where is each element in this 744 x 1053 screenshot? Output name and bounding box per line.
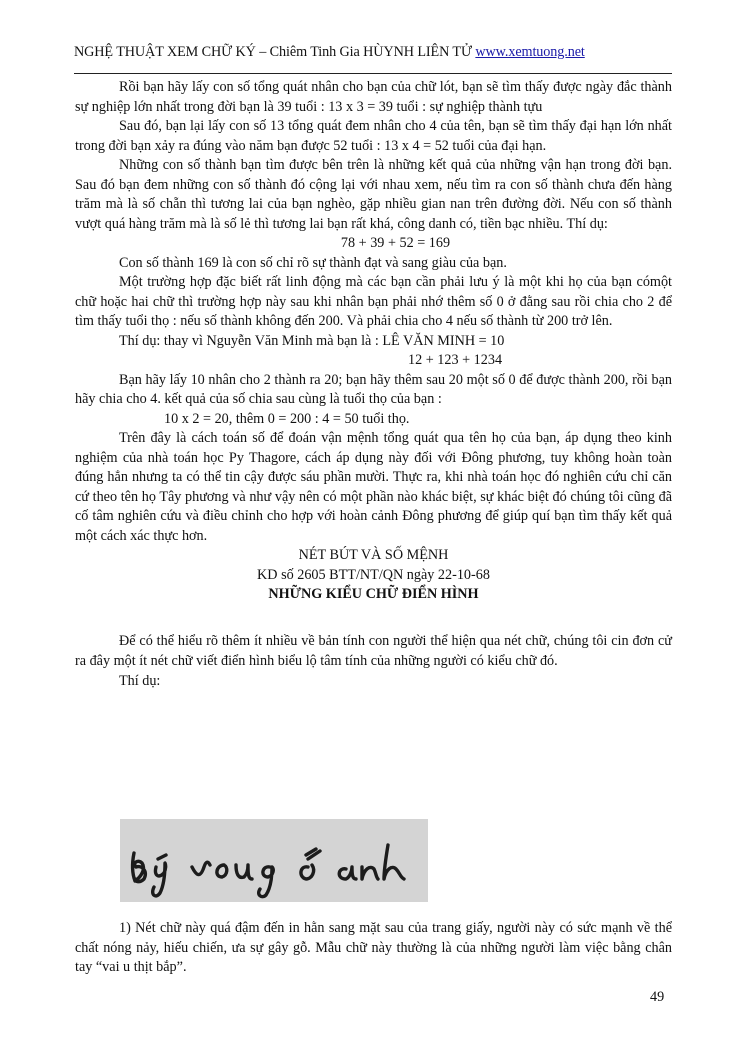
handwriting-sample-svg: [120, 819, 428, 902]
license-line: KD số 2605 BTT/NT/QN ngày 22-10-68: [257, 566, 490, 583]
example-name-line: Thí dụ: thay vì Nguyễn Văn Minh mà bạn là : LÊ VĂN MINH = 10: [119, 332, 505, 349]
paragraph-9: [75, 919, 672, 978]
paragraph-6: Bạn hãy lấy 10 nhân cho 2 thành ra 20; bạn hãy thêm sau 20 một số 0 để được thành 200, rồi bạn hãy chia cho 4. kết quả của số chia sau cùng là tuổi thọ của bạn :: [75, 371, 672, 407]
spacer: [75, 605, 672, 631]
paragraph-7: Trên đây là cách toán số để đoán vận mệnh tổng quát qua tên họ của bạn, áp dụng theo kinh nghiệm của nhà toán học Py Thagore, cách áp dụng này đối với Đông phương, tuy không hoàn toàn đúng hẳn nhưng ta có thể tin cậy được sáu phần mười. Thực ra, khi nhà toán học đó nghiên cứu chỉ căn cứ theo tên họ Tây phương và như vậy nên có một phần nào khác biệt, sự khác biệt đó chúng tôi cũng đã cố tâm nghiên cứu và điều chỉnh cho hợp với hoàn cảnh Đông phương để giúp quí bạn tìm thấy kết quả một cách xác thực hơn.: [75, 430, 672, 544]
paragraph-8: Để có thể hiểu rõ thêm ít nhiều về bản tính con người thể hiện qua nét chữ, chúng tôi cin đơn cử ra đây một ít nét chữ viết điển hình biểu lộ tâm tính của những người có kiểu chữ đó.: [75, 632, 672, 669]
paragraph-3: Những con số thành bạn tìm được bên trên là những kết quả của những vận hạn trong đời bạn. Sau đó bạn đem những con số thành đó cộng lại với nhau xem, nếu tìm ra con số thành chưa đến hàng trăm mà là số chẵn thì tương lai của bạn nghèo, gặp nhiều gian nan trên đường đời. Nếu con số thành vượt quá hàng trăm mà là số lẻ thì tương lai bạn rất khá, công danh có, tiền bạc nhiều. Thí dụ:: [75, 157, 672, 232]
header-website-link[interactable]: www.xemtuong.net: [475, 44, 585, 60]
page-number: 49: [650, 989, 665, 1005]
example-values-line: 12 + 123 + 1234: [408, 352, 503, 368]
header-title: NGHỆ THUẬT XEM CHỮ KÝ – Chiêm Tinh Gia HÙYNH LIÊN TỬ: [74, 44, 472, 60]
paragraph-5: Một trường hợp đặc biết rất linh động mà các bạn cần phải lưu ý là một khi họ của bạn cómột chữ hoặc hai chữ thì trường hợp này sau khi nhân bạn phải nhớ thêm số 0 ở đằng sau rồi chia cho 2 để tìm thấy tuổi thọ : nếu số thành không đến 200. Và phải chia cho 4 nếu số thành từ 200 trở lên.: [75, 274, 672, 329]
page-header: [74, 44, 674, 61]
paragraph-2: Sau đó, bạn lại lấy con số 13 tổng quát đem nhân cho 4 của tên, bạn sẽ tìm thấy đại hạn lớn nhất trong đời bạn xảy ra đúng vào năm bạn được 52 tuổi : 13 x 4 = 52 tuổi của đại hạn.: [75, 118, 672, 154]
section-heading: NHỮNG KIỂU CHỮ ĐIỂN HÌNH: [268, 586, 479, 602]
handwriting-sample-image: [120, 819, 428, 902]
section-title: NÉT BÚT VÀ SỐ MỆNH: [298, 547, 449, 563]
page-body: [75, 78, 672, 691]
paragraph-1: Rồi bạn hãy lấy con số tổng quát nhân cho bạn của chữ lót, bạn sẽ tìm thấy được ngày đắc thành sự nghiệp lớn nhất trong đời bạn là 39 tuổi : 13 x 3 = 39 tuổi : sự nghiệp thành tựu: [75, 79, 672, 115]
header-rule: [74, 73, 672, 74]
paragraph-9-text: 1) Nét chữ này quá đậm đến in hằn sang mặt sau của trang giấy, người này có sức mạnh về thể chất nóng nảy, hiếu chiến, ưa sự gây gỗ. Mẫu chữ này thường là của những người làm việc bằng chân tay “vai u thịt bắp”.: [75, 920, 672, 976]
example-label: Thí dụ:: [119, 672, 161, 689]
lifespan-equation: 10 x 2 = 20, thêm 0 = 200 : 4 = 50 tuổi thọ.: [164, 410, 410, 427]
sum-equation: 78 + 39 + 52 = 169: [340, 235, 451, 251]
paragraph-4: Con số thành 169 là con số chỉ rõ sự thành đạt và sang giàu của bạn.: [119, 254, 507, 271]
